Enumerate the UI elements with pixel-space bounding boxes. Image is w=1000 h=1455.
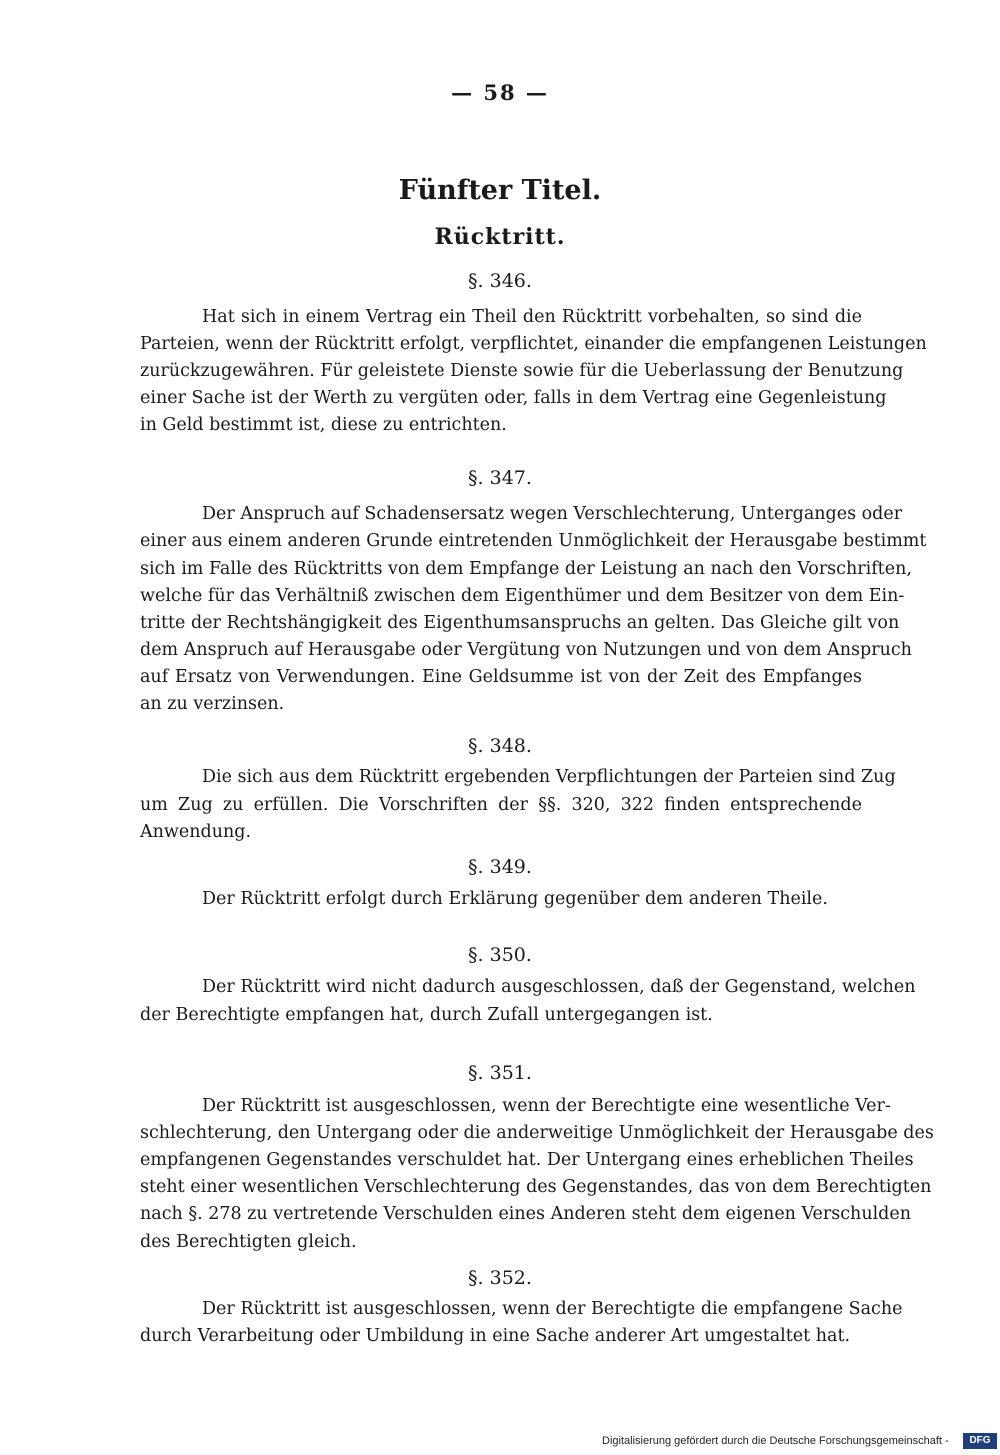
section-347-line: auf Ersatz von Verwendungen. Eine Geldsumme ist von der Zeit des Empfanges <box>140 667 862 687</box>
section-347-line: Der Anspruch auf Schadensersatz wegen Verschlechterung, Unterganges oder <box>202 504 903 524</box>
section-347-line: dem Anspruch auf Herausgabe oder Vergütung von Nutzungen und von dem Anspruch <box>140 640 912 660</box>
section-348-line: Die sich aus dem Rücktritt ergebenden Verpflichtungen der Parteien sind Zug <box>202 767 896 787</box>
section-349-line: Der Rücktritt erfolgt durch Erklärung gegenüber dem anderen Theile. <box>202 889 828 909</box>
section-348-line: Anwendung. <box>140 822 252 842</box>
page-title: Fünfter Titel. <box>398 175 602 206</box>
section-350-heading: §. 350. <box>468 944 532 966</box>
section-352-line: Der Rücktritt ist ausgeschlossen, wenn der Berechtigte die empfangene Sache <box>202 1299 903 1319</box>
section-348-heading: §. 348. <box>468 735 532 757</box>
page-number: — 58 — <box>451 80 549 105</box>
section-346-heading: §. 346. <box>468 270 532 292</box>
section-347-heading: §. 347. <box>468 467 532 489</box>
page-subtitle: Rücktritt. <box>434 224 566 250</box>
section-347-line: welche für das Verhältniß zwischen dem Eigenthümer und dem Besitzer von dem Ein- <box>140 586 905 606</box>
section-346-line: einer Sache ist der Werth zu vergüten oder, falls in dem Vertrag eine Gegenleistung <box>140 388 887 408</box>
section-347-line: sich im Falle des Rücktritts von dem Empfange der Leistung an nach den Vorschriften, <box>140 559 912 579</box>
section-348-line: um Zug zu erfüllen. Die Vorschriften der §§. 320, 322 finden entsprechende <box>140 795 862 815</box>
section-346-line: in Geld bestimmt ist, diese zu entrichten. <box>140 415 507 435</box>
section-351-line: empfangenen Gegenstandes verschuldet hat. Der Untergang eines erheblichen Theiles <box>140 1150 914 1170</box>
section-352-line: durch Verarbeitung oder Umbildung in eine Sache anderer Art umgestaltet hat. <box>140 1326 851 1346</box>
section-347-line: einer aus einem anderen Grunde eintretenden Unmöglichkeit der Herausgabe bestimmt <box>140 531 927 551</box>
section-349-heading: §. 349. <box>468 856 532 878</box>
section-352-heading: §. 352. <box>468 1267 532 1289</box>
section-346-line: Parteien, wenn der Rücktritt erfolgt, verpflichtet, einander die empfangenen Leistungen <box>140 334 927 354</box>
section-350-line: Der Rücktritt wird nicht dadurch ausgeschlossen, daß der Gegenstand, welchen <box>202 977 916 997</box>
section-351-line: Der Rücktritt ist ausgeschlossen, wenn der Berechtigte eine wesentliche Ver- <box>202 1096 891 1116</box>
section-346-line: Hat sich in einem Vertrag ein Theil den Rücktritt vorbehalten, so sind die <box>202 307 862 327</box>
section-351-heading: §. 351. <box>468 1062 532 1084</box>
section-351-line: nach §. 278 zu vertretende Verschulden eines Anderen steht dem eigenen Verschulden <box>140 1204 912 1224</box>
section-346-line: zurückzugewähren. Für geleistete Dienste sowie für die Ueberlassung der Benutzung <box>140 361 904 381</box>
section-351-line: steht einer wesentlichen Verschlechterung des Gegenstandes, das von dem Berechtigten <box>140 1177 932 1197</box>
section-347-line: tritte der Rechtshängigkeit des Eigenthumsanspruchs an gelten. Das Gleiche gilt von <box>140 613 900 633</box>
section-350-line: der Berechtigte empfangen hat, durch Zufall untergegangen ist. <box>140 1005 713 1025</box>
section-351-line: des Berechtigten gleich. <box>140 1232 357 1252</box>
digitization-credit: Digitalisierung gefördert durch die Deutsche Forschungsgemeinschaft - <box>602 1435 949 1447</box>
dfg-logo: DFG <box>963 1433 997 1449</box>
section-351-line: schlechterung, den Untergang oder die anderweitige Unmöglichkeit der Herausgabe des <box>140 1123 934 1143</box>
section-347-line: an zu verzinsen. <box>140 694 285 714</box>
